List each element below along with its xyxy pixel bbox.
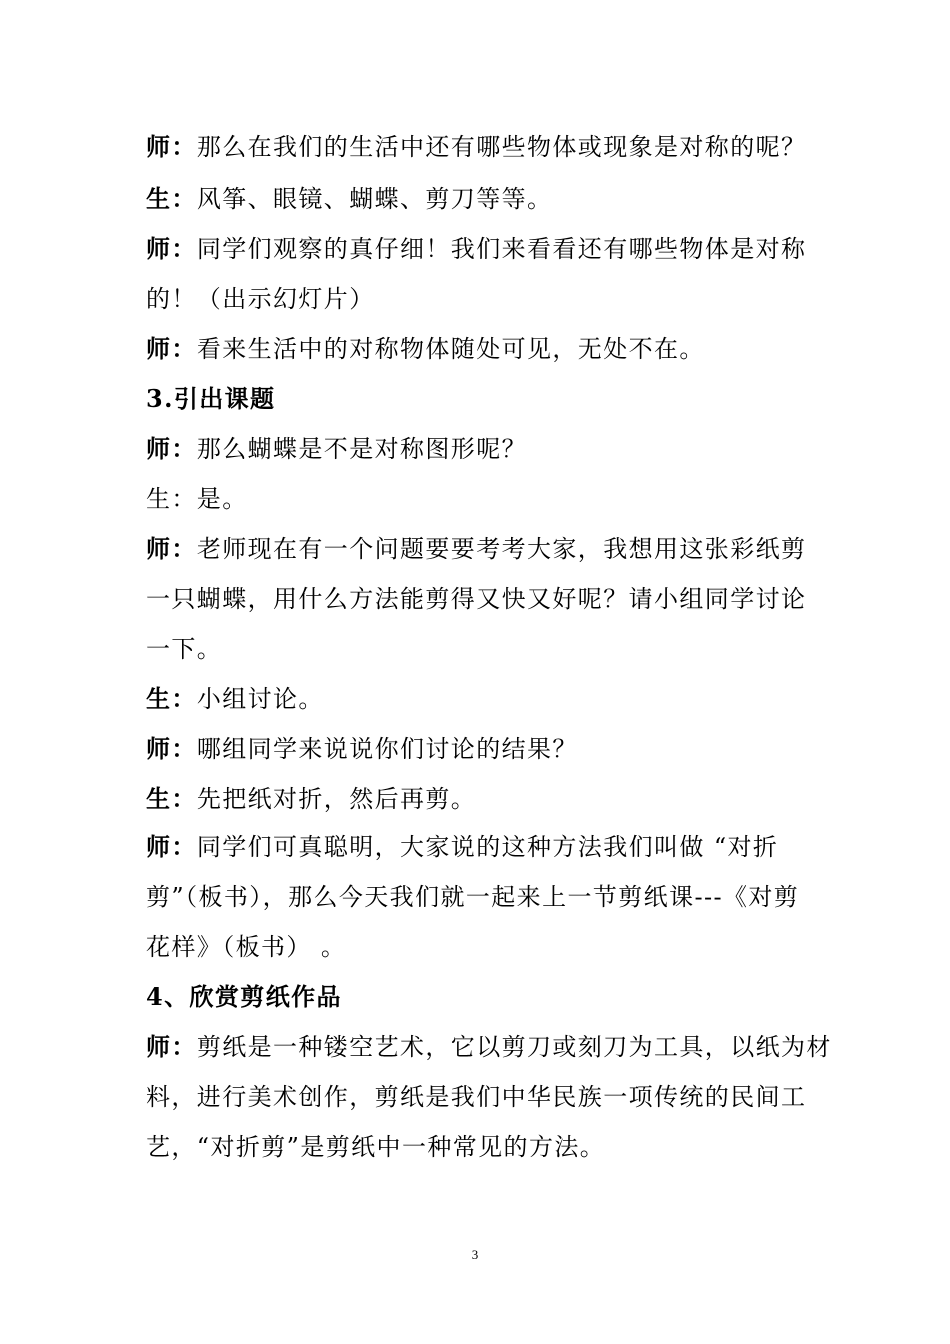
dialogue-line	[146, 782, 826, 816]
dialogue-text: 生：是。	[146, 485, 248, 513]
dialogue-line	[146, 930, 826, 964]
dialogue-text: 小组讨论。	[196, 685, 324, 713]
speaker-label: 师：	[146, 434, 197, 463]
speaker-label: 师：	[146, 132, 197, 161]
dialogue-line	[146, 682, 826, 716]
dialogue-line	[146, 830, 826, 864]
speaker-label: 生：	[146, 184, 197, 213]
speaker-label: 师：	[146, 734, 197, 763]
speaker-label: 生：	[146, 684, 197, 713]
dialogue-line	[146, 482, 826, 516]
dialogue-line	[146, 880, 826, 914]
dialogue-text: 同学们可真聪明，大家说的这种方法我们叫做 “对折	[196, 833, 779, 861]
dialogue-text: 风筝、眼镜、蝴蝶、剪刀等等。	[196, 185, 553, 213]
dialogue-text: 哪组同学来说说你们讨论的结果？	[196, 735, 578, 763]
dialogue-text: 料，进行美术创作，剪纸是我们中华民族一项传统的民间工	[146, 1083, 807, 1111]
dialogue-line	[146, 232, 826, 266]
dialogue-line	[146, 182, 826, 216]
section-heading: 4、欣赏剪纸作品	[146, 982, 342, 1011]
dialogue-text: 剪纸是一种镂空艺术，它以剪刀或刻刀为工具，以纸为材	[196, 1033, 832, 1061]
dialogue-text: 花样》（板书） 。	[146, 933, 347, 961]
dialogue-line	[146, 282, 826, 316]
dialogue-line	[146, 582, 826, 616]
page-number: 3	[471, 1247, 479, 1262]
dialogue-text: 的！（出示幻灯片）	[146, 285, 375, 313]
dialogue-line	[146, 1030, 832, 1064]
dialogue-line	[146, 632, 826, 666]
dialogue-line	[146, 1080, 826, 1114]
speaker-label: 师：	[146, 334, 197, 363]
speaker-label: 师：	[146, 832, 197, 861]
speaker-label: 生：	[146, 784, 197, 813]
dialogue-line	[146, 432, 826, 466]
dialogue-text: 看来生活中的对称物体随处可见，无处不在。	[196, 335, 705, 363]
dialogue-text: 艺，“对折剪”是剪纸中一种常见的方法。	[146, 1133, 606, 1161]
speaker-label: 师：	[146, 234, 197, 263]
speaker-label: 师：	[146, 534, 197, 563]
dialogue-text: 先把纸对折，然后再剪。	[196, 785, 477, 813]
dialogue-text: 那么在我们的生活中还有哪些物体或现象是对称的呢？	[196, 133, 807, 161]
section-heading: 3.引出课题	[146, 384, 276, 413]
dialogue-line	[146, 532, 826, 566]
dialogue-text: 剪”（板书），那么今天我们就一起来上一节剪纸课---《对剪	[146, 883, 800, 911]
dialogue-text: 一下。	[146, 635, 223, 663]
speaker-label: 师：	[146, 1032, 197, 1061]
dialogue-text: 一只蝴蝶，用什么方法能剪得又快又好呢？请小组同学讨论	[146, 585, 807, 613]
dialogue-line	[146, 732, 826, 766]
dialogue-line	[146, 1130, 826, 1164]
dialogue-line	[146, 332, 826, 366]
dialogue-text: 老师现在有一个问题要要考考大家，我想用这张彩纸剪	[196, 535, 807, 563]
dialogue-text: 同学们观察的真仔细！我们来看看还有哪些物体是对称	[196, 235, 807, 263]
dialogue-line	[146, 130, 826, 164]
dialogue-text: 那么蝴蝶是不是对称图形呢？	[196, 435, 528, 463]
